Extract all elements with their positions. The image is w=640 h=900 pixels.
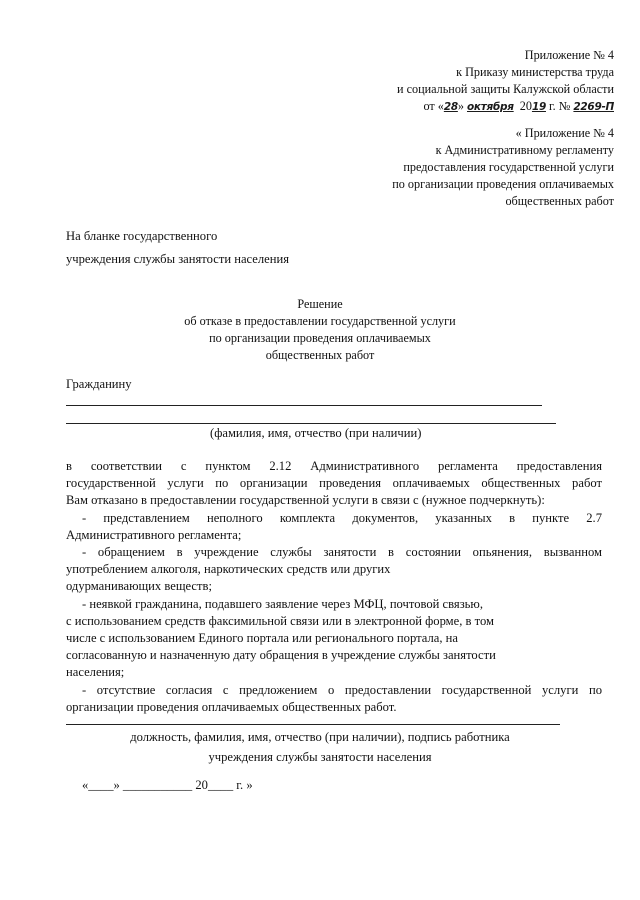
reglament-line-2: к Административному регламенту [435, 143, 614, 157]
letterhead-line-1: На бланке государственного [66, 229, 218, 243]
order-month: октября [467, 101, 514, 113]
appendix-line-2: к Приказу министерства труда [456, 65, 614, 79]
reason-no-consent-cont: организации проведения оплачиваемых общественных работ. [66, 699, 397, 714]
reglament-line-1: « Приложение № 4 [515, 126, 614, 140]
body-p1-line-2: государственной услуги по организации проведения оплачиваемых общественных работ [66, 476, 602, 491]
reason-no-show: - неявкой гражданина, подавшего заявление через МФЦ, почтовой связью, [82, 596, 483, 611]
body-p1-line-1: в соответствии с пунктом 2.12 Административного регламента предоставления [66, 459, 602, 473]
reason-no-consent: - отсутствие согласия с предложением о предоставлении государственной услуги по [82, 682, 602, 697]
reglament-line-3: предоставления государственной услуги [403, 160, 614, 174]
order-mid: » [457, 99, 464, 113]
appendix-line-1: Приложение № 4 [524, 48, 614, 62]
title-line-3: по организации проведения оплачиваемых [209, 331, 431, 345]
title-line-2: об отказе в предоставлении государственной услуги [184, 314, 456, 328]
reglament-reference-block [392, 125, 614, 210]
order-year-suffix: г. № [545, 99, 571, 113]
appendix-line-3: и социальной защиты Калужской области [397, 82, 614, 96]
recipient-label: Гражданину [66, 377, 132, 391]
reason-intoxication-cont-1: употреблением алкоголя, наркотических средств или других [66, 562, 391, 577]
reason-no-show-cont-1: с использованием средств факсимильной связи или в электронной форме, в том [66, 613, 495, 628]
order-prefix: от « [423, 99, 444, 113]
reason-incomplete-docs-cont: Административного регламента; [66, 527, 242, 542]
document-title [0, 296, 640, 364]
signature-caption [0, 727, 640, 767]
reason-intoxication-cont-2: одурманивающих веществ; [66, 579, 212, 594]
decision-body [66, 458, 602, 716]
letterhead-line-2: учреждения службы занятости населения [66, 252, 290, 266]
order-line [397, 98, 614, 116]
reason-intoxication: - обращением в учреждение службы занятости в состоянии опьянения, вызванном [82, 545, 602, 560]
letterhead-note [66, 225, 289, 271]
date-line: «____» ___________ 20____ г. » [82, 778, 253, 792]
reglament-line-4: по организации проведения оплачиваемых [392, 177, 614, 191]
recipient-name-line-1 [66, 405, 542, 406]
reason-incomplete-docs: - представлением неполного комплекта документов, указанных в пункте 2.7 [82, 510, 602, 525]
order-day: 28 [443, 101, 458, 113]
title-line-1: Решение [297, 297, 343, 311]
order-year-prefix: 20 [519, 99, 532, 113]
recipient-caption: (фамилия, имя, отчество (при наличии) [210, 426, 422, 440]
reason-no-show-cont-4: населения; [66, 665, 125, 680]
reason-no-show-cont-2: числе с использованием Единого портала или регионального портала, на [66, 631, 458, 646]
order-number: 2269-П [573, 101, 614, 113]
reglament-line-5: общественных работ [505, 194, 614, 208]
order-year: 19 [531, 101, 546, 113]
reason-no-show-cont-3: согласованную и назначенную дату обращения в учреждение службы занятости [66, 648, 496, 663]
signature-caption-line-2: учреждения службы занятости населения [208, 750, 432, 764]
signature-line [66, 724, 560, 725]
appendix-block [397, 47, 614, 116]
signature-caption-line-1: должность, фамилия, имя, отчество (при наличии), подпись работника [130, 730, 510, 744]
recipient-name-line-2 [66, 423, 556, 424]
body-p1-line-3: Вам отказано в предоставлении государственной услуги в связи с (нужное подчеркнуть): [66, 493, 545, 508]
title-line-4: общественных работ [265, 348, 375, 362]
